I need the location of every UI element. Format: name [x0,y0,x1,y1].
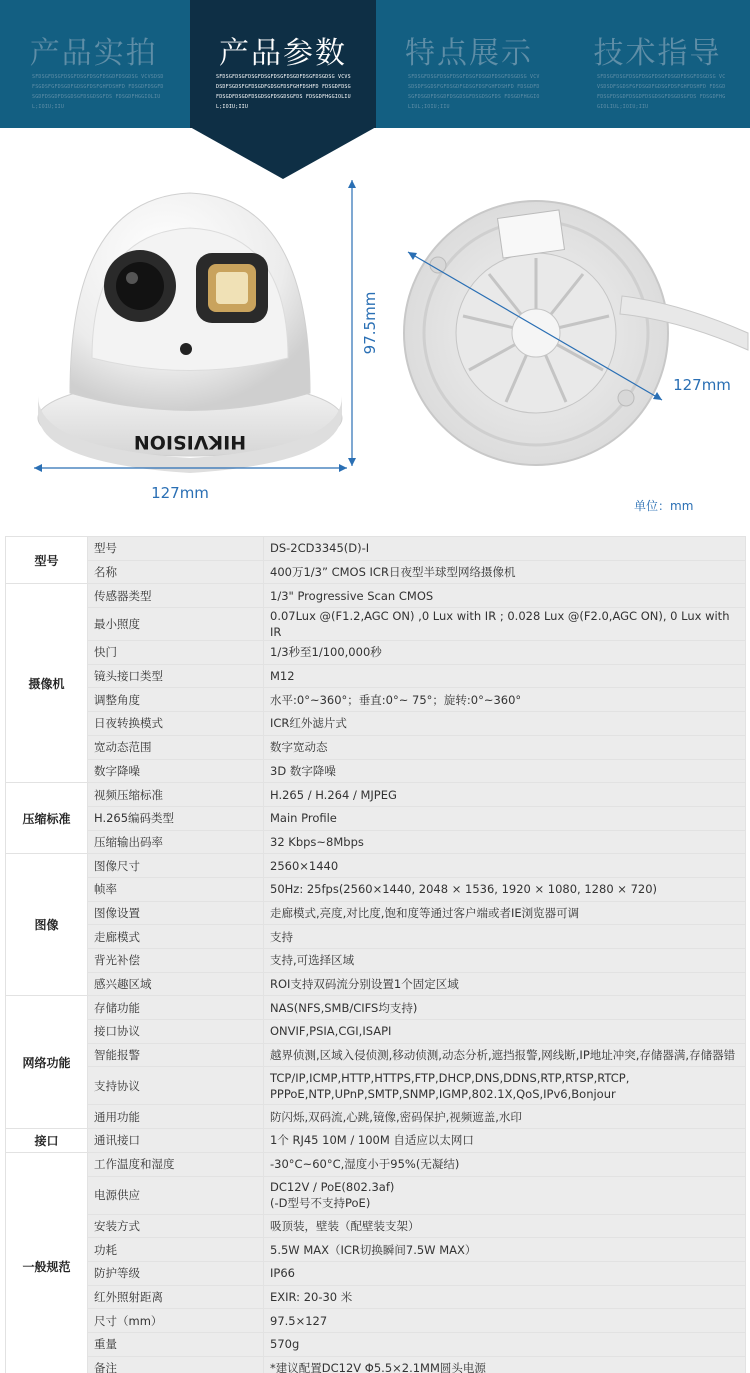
spec-category: 摄像机 [6,584,88,783]
svg-text:97.5mm [361,292,379,355]
spec-label: 名称 [88,560,264,584]
height-label: 97.5mm [361,291,379,355]
spec-value [264,1105,746,1129]
spec-row [6,783,746,807]
dimension-height [348,180,356,466]
spec-category: 接口 [6,1129,88,1153]
spec-label: 感兴趣区域 [88,972,264,996]
spec-label: 接口协议 [88,1020,264,1044]
spec-value-line: 50Hz: 25fps(2560×1440, 2048 × 1536, 1920 × 1080, 1280 × 720) [270,882,658,897]
spec-row [6,901,746,925]
spec-category: 型号 [6,537,88,584]
spec-row [6,712,746,736]
spec-row [6,1214,746,1238]
spec-row [6,996,746,1020]
spec-label: 尺寸（mm） [88,1309,264,1333]
spec-row [6,1176,746,1214]
spec-row [6,584,746,608]
spec-label: 帧率 [88,877,264,901]
spec-label: 传感器类型 [88,584,264,608]
spec-value [264,608,746,641]
tab-features[interactable] [376,0,562,128]
spec-value-line: 3D 数字降噪 [270,763,336,778]
spec-label: 日夜转换模式 [88,712,264,736]
spec-label: 图像设置 [88,901,264,925]
spec-value [264,925,746,949]
spec-value [264,1020,746,1044]
spec-value [264,901,746,925]
spec-value [264,1043,746,1067]
spec-row [6,1043,746,1067]
spec-label: 存储功能 [88,996,264,1020]
spec-label: 图像尺寸 [88,854,264,878]
spec-label: 宽动态范围 [88,735,264,759]
spec-row [6,1332,746,1356]
spec-row [6,1356,746,1373]
spec-value [264,1067,746,1105]
tab-title: 技术指导 [593,36,722,71]
spec-row [6,688,746,712]
spec-row [6,537,746,561]
tab-title: 产品参数 [219,36,347,71]
spec-category: 图像 [6,854,88,996]
spec-row [6,877,746,901]
spec-row [6,1285,746,1309]
spec-value [264,1261,746,1285]
spec-value [264,735,746,759]
spec-value-line: 防闪烁,双码流,心跳,镜像,密码保护,视频遮盖,水印 [270,1109,522,1124]
spec-value-line: IP66 [270,1266,295,1281]
camera-front-view [38,193,342,473]
spec-row [6,641,746,665]
spec-value-line: 越界侦测,区域入侵侦测,移动侦测,动态分析,遮挡报警,网线断,IP地址冲突,存储器满,存储器错 [270,1048,736,1063]
tab-subtitle: SFDSGFDSGFDSGFDSGFDSGFDSGDFDSGFDSGDSG VCVSDSDFSGDSFGFDSGDFGDSGFDSFGHFDSHFD FDSGDFDSGFDSGDFDSGDFDSGDSGFDSGDSGFDS FDSGDFHGGIOLIUL;IOIU;IIU [216,74,351,110]
spec-label: 视频压缩标准 [88,783,264,807]
tab-subtitle: SFDSGFDSGFDSGFDSGFDSGFDSGDFDSGFDSGDSG VCVSDSDFSGDSFGFDSGDFGDSGFDSFGHFDSHFD FDSGDFDSGFDSGDFDSGDFDSGDSGFDSGDSGFDS FDSGDFHGGIOLIUL;IOIU;IIU [597,74,726,110]
spec-value-line: M12 [270,669,295,684]
svg-text:HIKVISION [134,431,246,453]
spec-row [6,949,746,973]
spec-value-line: *建议配置DC12V Φ5.5×2.1MM圆头电源 [270,1360,486,1373]
spec-value [264,537,746,561]
spec-value-line: Main Profile [270,811,337,826]
spec-label: 调整角度 [88,688,264,712]
spec-value [264,712,746,736]
spec-table [5,536,746,1373]
spec-row [6,854,746,878]
spec-value [264,584,746,608]
spec-row [6,735,746,759]
spec-label: 智能报警 [88,1043,264,1067]
tab-subtitle: SFDSGFDSGFDSGFDSGFDSGFDSGDFDSGFDSGDSG VCVSDSDFSGDSFGFDSGDFGDSGFDSFGHFDSHFD FDSGDFDSGFDSGDFDSGDFDSGDSGFDSGDSGFDS FDSGDFHGGIOLIUL;IOIU;IIU [408,74,540,110]
spec-value [264,759,746,783]
spec-row [6,1105,746,1129]
tab-product-params[interactable] [190,0,376,128]
spec-row [6,1152,746,1176]
spec-label: 快门 [88,641,264,665]
spec-value-line: 支持,可选择区域 [270,953,355,968]
spec-value-line: DC12V / PoE(802.3af) [270,1180,395,1194]
spec-label: 压缩输出码率 [88,830,264,854]
spec-value-line: DS-2CD3345(D)-I [270,541,370,556]
tab-product-photos[interactable] [0,0,188,128]
spec-label: 工作温度和湿度 [88,1152,264,1176]
spec-value-line: 5.5W MAX（ICR切换瞬间7.5W MAX） [270,1242,477,1257]
spec-value [264,664,746,688]
width-label: 127mm [151,484,209,502]
spec-value [264,783,746,807]
spec-value [264,641,746,665]
spec-label: 最小照度 [88,608,264,641]
spec-label: 电源供应 [88,1176,264,1214]
spec-value-line: H.265 / H.264 / MJPEG [270,787,397,802]
spec-category: 网络功能 [6,996,88,1129]
svg-text:127mm [151,484,209,502]
spec-row [6,560,746,584]
spec-label: 防护等级 [88,1261,264,1285]
spec-value-line: 1/3" Progressive Scan CMOS [270,588,434,603]
spec-value-line: 走廊模式,亮度,对比度,饱和度等通过客户端或者IE浏览器可调 [270,905,580,920]
spec-value-line: 2560×1440 [270,858,339,873]
svg-text:127mm [673,376,731,394]
spec-value [264,1332,746,1356]
camera-back-view [404,201,748,465]
spec-row [6,925,746,949]
spec-value [264,1285,746,1309]
tab-title: 产品实拍 [29,36,158,71]
spec-value [264,1214,746,1238]
spec-row [6,1309,746,1333]
spec-row [6,1020,746,1044]
spec-value-line: 570g [270,1337,300,1352]
spec-label: 支持协议 [88,1067,264,1105]
tab-banner [0,0,750,128]
spec-value [264,1176,746,1214]
spec-value [264,1356,746,1373]
spec-row [6,1261,746,1285]
brand-logo: HIKVISION [133,431,247,453]
spec-value-line: (-D型号不支持PoE) [270,1196,371,1210]
spec-value-line: 1/3秒至1/100,000秒 [270,645,382,660]
spec-value [264,1309,746,1333]
spec-label: 红外照射距离 [88,1285,264,1309]
spec-value-line: EXIR: 20-30 米 [270,1289,353,1304]
product-images [0,128,750,528]
spec-row [6,759,746,783]
spec-value-line: 97.5×127 [270,1313,328,1328]
spec-value-line: 400万1/3” CMOS ICR日夜型半球型网络摄像机 [270,565,516,580]
spec-value [264,877,746,901]
spec-category: 压缩标准 [6,783,88,854]
spec-row [6,1238,746,1262]
spec-row [6,608,746,641]
spec-label: 安装方式 [88,1214,264,1238]
spec-value [264,560,746,584]
spec-label: 走廊模式 [88,925,264,949]
tab-tech-guide[interactable] [565,0,750,128]
spec-value [264,972,746,996]
spec-category: 一般规范 [6,1152,88,1373]
spec-row [6,1067,746,1105]
spec-row [6,830,746,854]
spec-value [264,830,746,854]
unit-label: 单位：mm [634,499,694,513]
spec-value [264,949,746,973]
tab-subtitle: SFDSGFDSGFDSGFDSGFDSGFDSGDFDSGDSG VCVSDSDFSGDSFGFDSGDFGDSGFDSFGHFDSHFD FDSGDFDSGFDSGDFDSGDFDSGDSGFDSGDSGFDS FDSGDFHGGIOLIUL;IOIU;IIU [32,74,164,110]
spec-value [264,1129,746,1153]
spec-value-line: 吸顶装，壁装（配壁装支架） [270,1218,420,1233]
spec-value [264,1152,746,1176]
tab-title: 特点展示 [405,36,533,71]
spec-label: 重量 [88,1332,264,1356]
spec-label: 备注 [88,1356,264,1373]
spec-value-line: TCP/IP,ICMP,HTTP,HTTPS,FTP,DHCP,DNS,DDNS,RTP,RTSP,RTCP, [270,1070,630,1085]
spec-row [6,806,746,830]
spec-value [264,806,746,830]
spec-row [6,972,746,996]
spec-value-line: PPPoE,NTP,UPnP,SMTP,SNMP,IGMP,802.1X,QoS,IPv6,Bonjour [270,1086,616,1101]
spec-row [6,1129,746,1153]
spec-label: 背光补偿 [88,949,264,973]
spec-value-line: ROI支持双码流分别设置1个固定区域 [270,977,459,992]
spec-value-line: 32 Kbps~8Mbps [270,834,364,849]
spec-value-line: ONVIF,PSIA,CGI,ISAPI [270,1024,392,1039]
spec-label: 型号 [88,537,264,561]
spec-value-line: 0.07Lux @(F1.2,AGC ON) ,0 Lux with IR ; 0.028 Lux @(F2.0,AGC ON), 0 Lux with IR [270,609,730,640]
diameter-label: 127mm [673,376,731,394]
spec-value [264,996,746,1020]
spec-value-line: ICR红外滤片式 [270,716,347,731]
spec-label: 数字降噪 [88,759,264,783]
spec-label: H.265编码类型 [88,806,264,830]
spec-value-line: 1个 RJ45 10M / 100M 自适应以太网口 [270,1133,474,1148]
spec-value-line: NAS(NFS,SMB/CIFS均支持) [270,1000,418,1015]
spec-value-line: 数字宽动态 [270,740,328,755]
spec-value-line: -30°C~60°C,湿度小于95%(无凝结) [270,1157,460,1172]
spec-row [6,664,746,688]
spec-label: 通讯接口 [88,1129,264,1153]
spec-value [264,688,746,712]
spec-value-line: 水平:0°~360°；垂直:0°~ 75°；旋转:0°~360° [270,692,522,707]
spec-value [264,1238,746,1262]
spec-label: 通用功能 [88,1105,264,1129]
spec-label: 镜头接口类型 [88,664,264,688]
spec-value [264,854,746,878]
spec-value-line: 支持 [270,929,293,944]
spec-label: 功耗 [88,1238,264,1262]
